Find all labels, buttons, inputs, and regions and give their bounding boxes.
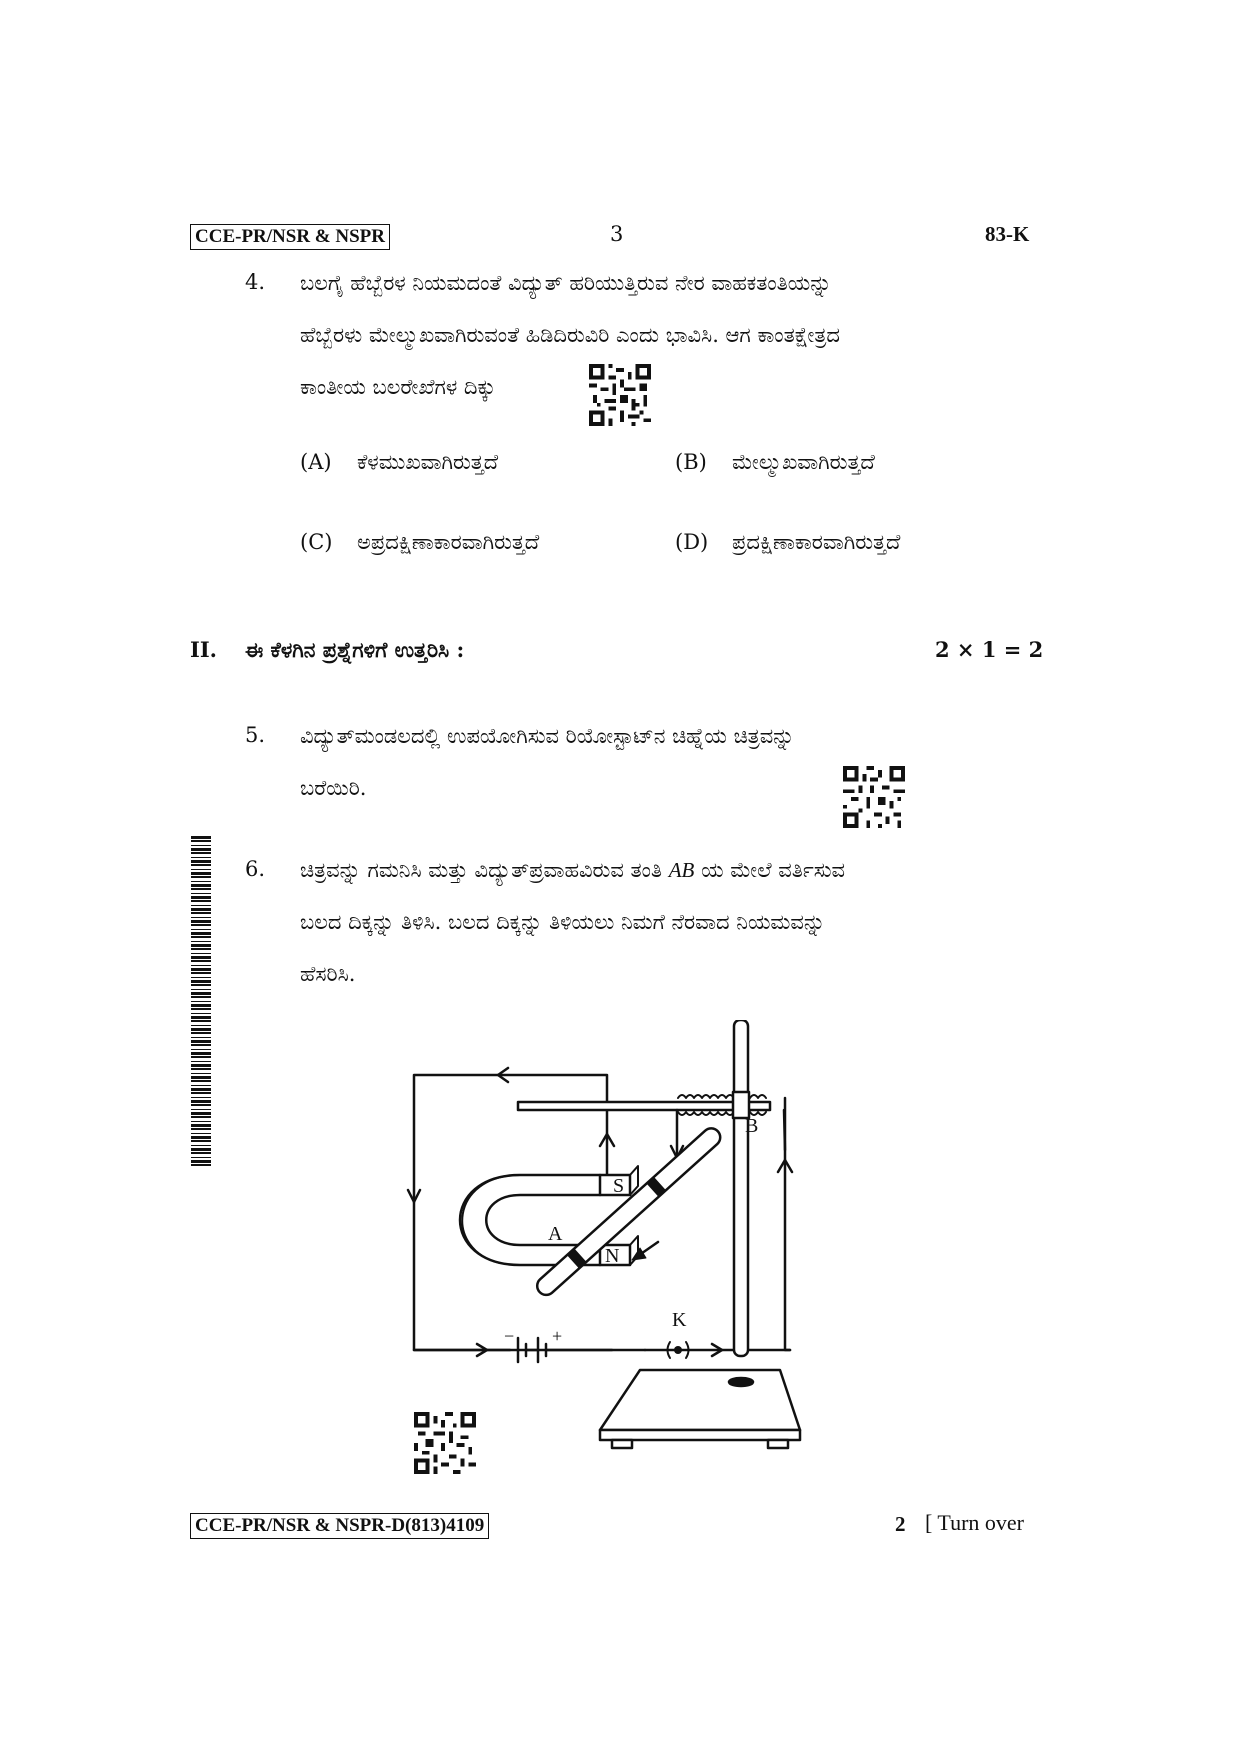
q4-option-d-text: ಪ್ರದಕ್ಷಿಣಾಕಾರವಾಗಿರುತ್ತದೆ xyxy=(732,530,901,554)
q5-qr-code xyxy=(843,766,905,828)
hanging-wire-right xyxy=(784,1110,785,1150)
q5-line1: ವಿದ್ಯುತ್‌ಮಂಡಲದಲ್ಲಿ ಉಪಯೋಗಿಸುವ ರಿಯೋಸ್ಟಾಟ್‌ನ ಚಿಹ್ನೆಯ ಚಿತ್ರವನ್ನು xyxy=(300,724,795,748)
label-s-pole: S xyxy=(613,1175,625,1197)
q5-number: 5. xyxy=(245,723,266,747)
q4-number: 4. xyxy=(245,270,266,294)
q4-option-c-text: ಅಪ್ರದಕ್ಷಿಣಾಕಾರವಾಗಿರುತ್ತದೆ xyxy=(357,530,540,554)
key-symbol xyxy=(674,1346,682,1354)
section-2-roman: II. xyxy=(190,637,217,662)
q4-line2: ಹೆಬ್ಬೆರಳು ಮೇಲ್ಮುಖವಾಗಿರುವಂತೆ ಹಿಡಿದಿರುವಿರಿ ಎಂದು ಭಾವಿಸಿ. ಆಗ ಕಾಂತಕ್ಷೇತ್ರದ xyxy=(300,323,840,347)
label-key: K xyxy=(672,1309,687,1331)
stand-base xyxy=(600,1370,800,1430)
q6-line1-post: ಯ ಮೇಲೆ ವರ್ತಿಸುವ xyxy=(694,858,846,882)
q4-option-a-text: ಕೆಳಮುಖವಾಗಿರುತ್ತದೆ xyxy=(357,450,499,474)
label-a-end: A xyxy=(548,1223,563,1245)
section-2-marks: 2 × 1 = 2 xyxy=(935,637,1044,662)
header-left-code: CCE-PR/NSR & NSPR xyxy=(190,224,390,250)
header-right-code: 83-K xyxy=(985,222,1030,246)
q4-option-a-label: (A) xyxy=(300,450,332,474)
stand-foot-left xyxy=(612,1440,632,1448)
q6-wire-ab: AB xyxy=(668,858,695,882)
page-number: 3 xyxy=(610,222,624,246)
q4-line3: ಕಾಂತೀಯ ಬಲರೇಖೆಗಳ ದಿಕ್ಕು xyxy=(300,375,496,399)
conductor-rod-ab xyxy=(534,1125,724,1299)
label-battery-plus: + xyxy=(552,1326,563,1346)
q6-qr-code xyxy=(414,1412,476,1474)
turn-over-label: [ Turn over xyxy=(925,1510,1025,1535)
q5-line2: ಬರೆಯಿರಿ. xyxy=(300,776,367,800)
q4-option-c-label: (C) xyxy=(300,530,333,554)
q6-line3: ಹೆಸರಿಸಿ. xyxy=(300,962,356,986)
side-barcode xyxy=(191,836,211,1166)
stand-pole-base xyxy=(729,1378,753,1386)
stand-base-front xyxy=(600,1430,800,1440)
q4-line1: ಬಲಗೈ ಹೆಬ್ಬೆರಳ ನಿಯಮದಂತೆ ವಿದ್ಯುತ್ ಹರಿಯುತ್ತಿರುವ ನೇರ ವಾಹಕತಂತಿಯನ್ನು xyxy=(300,271,832,295)
magnet-wire-diagram xyxy=(400,1020,910,1470)
stand-foot-right xyxy=(768,1440,788,1448)
stand-pole xyxy=(734,1020,748,1356)
q6-line1-pre: ಚಿತ್ರವನ್ನು ಗಮನಿಸಿ ಮತ್ತು ವಿದ್ಯುತ್‌ಪ್ರವಾಹವಿರುವ ತಂತಿ xyxy=(300,858,669,882)
footer-number: 2 xyxy=(895,1512,906,1536)
circuit-left-wire xyxy=(414,1075,612,1350)
q4-option-d-label: (D) xyxy=(675,530,709,554)
section-2-title: ಈ ಕೆಳಗಿನ ಪ್ರಶ್ನೆಗಳಿಗೆ ಉತ್ತರಿಸಿ : xyxy=(245,637,465,662)
label-b-end: B xyxy=(745,1115,759,1137)
q6-line2: ಬಲದ ದಿಕ್ಕನ್ನು ತಿಳಿಸಿ. ಬಲದ ದಿಕ್ಕನ್ನು ತಿಳಿಯಲು ನಿಮಗೆ ನೆರವಾದ ನಿಯಮವನ್ನು xyxy=(300,910,826,934)
q4-option-b-text: ಮೇಲ್ಮುಖವಾಗಿರುತ್ತದೆ xyxy=(732,450,875,474)
label-battery-minus: − xyxy=(504,1326,515,1346)
q4-option-b-label: (B) xyxy=(675,450,707,474)
q6-line1 xyxy=(300,844,1055,896)
q4-qr-code xyxy=(588,364,652,426)
force-direction-arrowhead xyxy=(632,1248,646,1260)
q6-number: 6. xyxy=(245,857,266,881)
footer-code: CCE-PR/NSR & NSPR-D(813)4109 xyxy=(190,1513,489,1539)
label-n-pole: N xyxy=(605,1245,620,1267)
